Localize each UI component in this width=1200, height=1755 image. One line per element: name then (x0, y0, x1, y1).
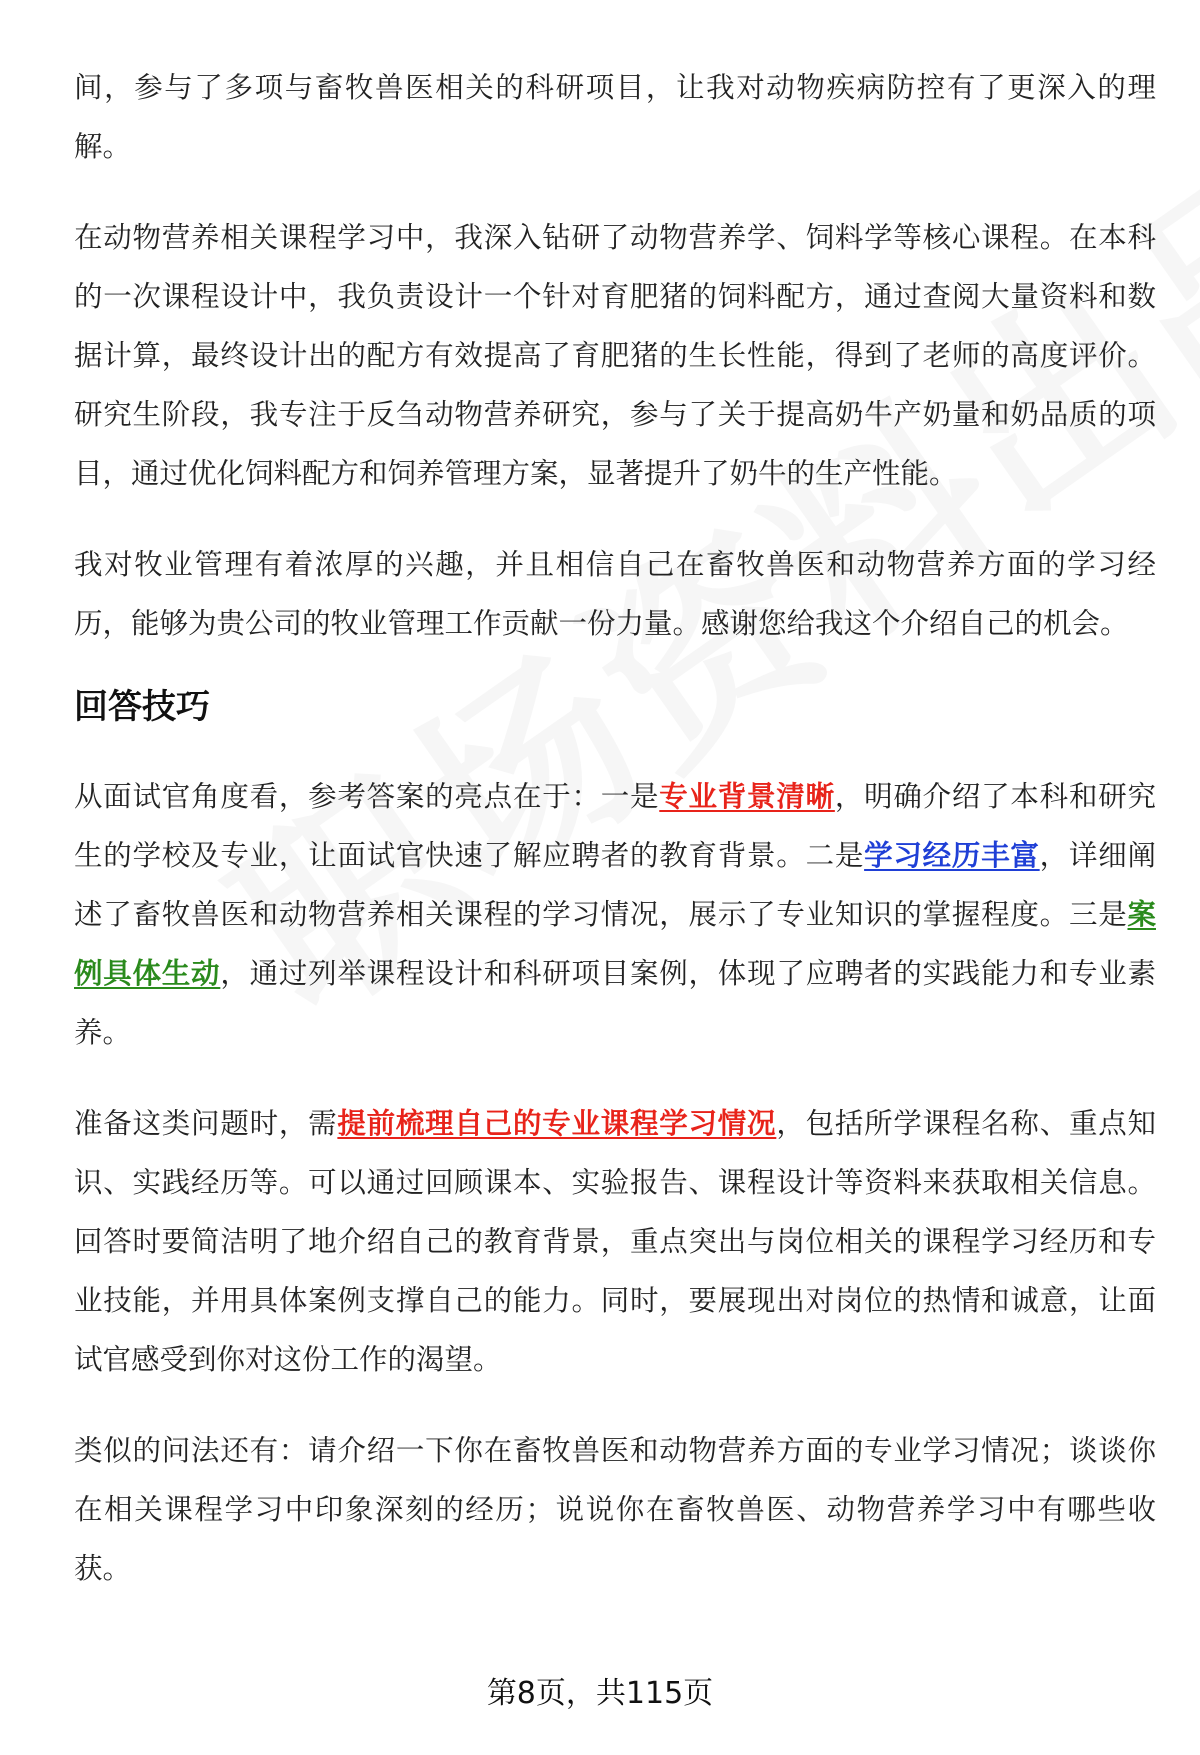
highlight-professional-background: 专业背景清晰 (659, 780, 835, 813)
text-segment: ，明确介绍了本科和研究生的学校及专业，让面试官快速了解应聘者的教育背景。二是 (74, 780, 1156, 872)
text-segment: 准备这类问题时，需 (74, 1107, 338, 1140)
text-segment: ，通过列举课程设计和科研项目案例，体现了应聘者的实践能力和专业素养。 (74, 957, 1156, 1049)
paragraph-animal-nutrition: 在动物营养相关课程学习中，我深入钻研了动物营养学、饲料学等核心课程。在本科的一次课程设计中，我负责设计一个针对育肥猪的饲料配方，通过查阅大量资料和数据计算，最终设计出的配方有效提高了育肥猪的生长性能，得到了老师的高度评价。研究生阶段，我专注于反刍动物营养研究，参与了关于提高奶牛产奶量和奶品质的项目，通过优化饲料配方和饲养管理方案，显著提升了奶牛的生产性能。 (74, 221, 1156, 490)
page-number: 第8页，共115页 (486, 1676, 714, 1711)
text-segment: ，详细阐述了畜牧兽医和动物营养相关课程的学习情况，展示了专业知识的掌握程度。三是 (74, 839, 1156, 931)
text-segment: ，包括所学课程名称、重点知识、实践经历等。可以通过回顾课本、实验报告、课程设计等资料来获取相关信息。回答时要简洁明了地介绍自己的教育背景，重点突出与岗位相关的课程学习经历和专业技能，并用具体案例支撑自己的能力。同时，要展现出对岗位的热情和诚意，让面试官感受到你对这份工作的渴望。 (74, 1107, 1156, 1376)
paragraph-preparation (74, 1094, 1156, 1389)
highlight-rich-experience: 学习经历丰富 (864, 839, 1040, 872)
highlight-vivid-cases: 案例具体生动 (74, 898, 1156, 990)
paragraph-continuation: 间，参与了多项与畜牧兽医相关的科研项目，让我对动物疾病防控有了更深入的理解。 (74, 71, 1156, 163)
paragraph-interviewer-view (74, 767, 1156, 1062)
paragraph-closing: 我对牧业管理有着浓厚的兴趣，并且相信自己在畜牧兽医和动物营养方面的学习经历，能够为贵公司的牧业管理工作贡献一份力量。感谢您给我这个介绍自己的机会。 (74, 548, 1156, 640)
text-segment: 从面试官角度看，参考答案的亮点在于：一是 (74, 780, 660, 813)
section-heading: 回答技巧 (74, 687, 210, 727)
highlight-review-courses: 提前梳理自己的专业课程学习情况 (337, 1107, 777, 1140)
document-body (74, 58, 1156, 1630)
paragraph-similar-questions: 类似的问法还有：请介绍一下你在畜牧兽医和动物营养方面的专业学习情况；谈谈你在相关课程学习中印象深刻的经历；说说你在畜牧兽医、动物营养学习中有哪些收获。 (74, 1434, 1156, 1585)
